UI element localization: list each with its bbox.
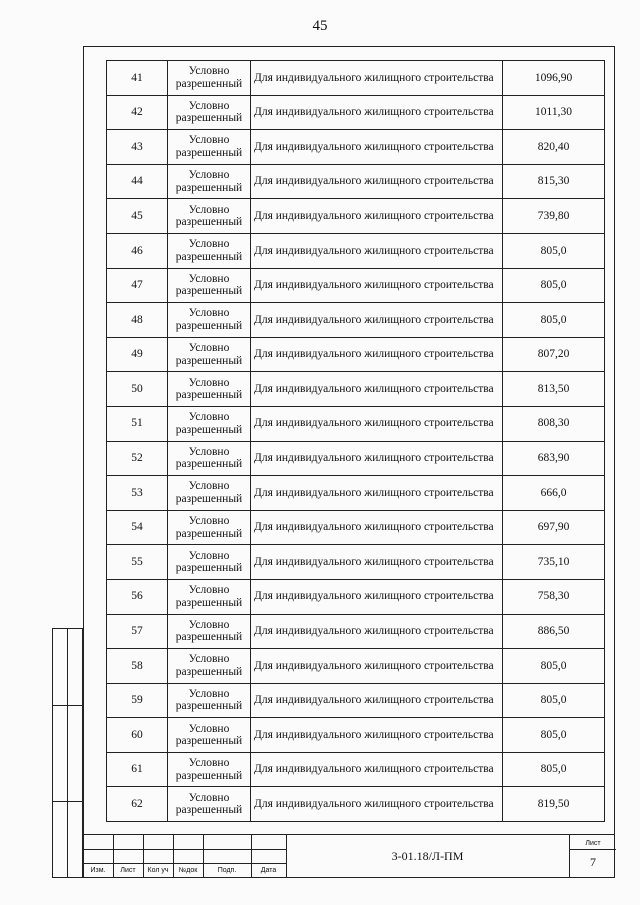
label-podp: Подп.: [217, 867, 237, 874]
table-row: [107, 718, 605, 753]
plot-number-cell: 54: [107, 510, 168, 545]
area-cell: 813,50: [503, 372, 605, 407]
table-row: [107, 614, 605, 649]
area-cell: 1011,30: [503, 95, 605, 130]
label-ndok: №док: [178, 867, 198, 874]
area-cell: 886,50: [503, 614, 605, 649]
purpose-cell: Для индивидуального жилищного строительства: [251, 199, 503, 234]
table-row: [107, 130, 605, 165]
status-cell: Условно разрешенный: [168, 337, 251, 372]
table-row: [107, 752, 605, 787]
plot-number-cell: 45: [107, 199, 168, 234]
table-row: [107, 510, 605, 545]
plot-number-cell: 44: [107, 164, 168, 199]
purpose-cell: Для индивидуального жилищного строительства: [251, 372, 503, 407]
title-block: [83, 834, 615, 878]
purpose-cell: Для индивидуального жилищного строительства: [251, 683, 503, 718]
status-cell: Условно разрешенный: [168, 164, 251, 199]
table-row: [107, 233, 605, 268]
purpose-cell: Для индивидуального жилищного строительства: [251, 441, 503, 476]
table-row: [107, 649, 605, 684]
table-row: [107, 683, 605, 718]
area-cell: 805,0: [503, 683, 605, 718]
purpose-cell: Для индивидуального жилищного строительства: [251, 545, 503, 580]
purpose-cell: Для индивидуального жилищного строительства: [251, 164, 503, 199]
area-cell: 758,30: [503, 579, 605, 614]
plots-table: [106, 60, 605, 822]
purpose-cell: Для индивидуального жилищного строительства: [251, 718, 503, 753]
purpose-cell: Для индивидуального жилищного строительства: [251, 303, 503, 338]
area-cell: 819,50: [503, 787, 605, 822]
purpose-cell: Для индивидуального жилищного строительства: [251, 510, 503, 545]
table-row: [107, 61, 605, 96]
plot-number-cell: 48: [107, 303, 168, 338]
table-row: [107, 199, 605, 234]
purpose-cell: Для индивидуального жилищного строительства: [251, 268, 503, 303]
revision-grid: [83, 835, 286, 877]
purpose-cell: Для индивидуального жилищного строительства: [251, 787, 503, 822]
purpose-cell: Для индивидуального жилищного строительства: [251, 649, 503, 684]
status-cell: Условно разрешенный: [168, 268, 251, 303]
status-cell: Условно разрешенный: [168, 372, 251, 407]
plot-number-cell: 42: [107, 95, 168, 130]
plot-number-cell: 50: [107, 372, 168, 407]
area-cell: 805,0: [503, 303, 605, 338]
area-cell: 683,90: [503, 441, 605, 476]
label-data: Дата: [260, 867, 277, 874]
table-row: [107, 268, 605, 303]
status-cell: Условно разрешенный: [168, 683, 251, 718]
status-cell: Условно разрешенный: [168, 199, 251, 234]
status-cell: Условно разрешенный: [168, 510, 251, 545]
status-cell: Условно разрешенный: [168, 579, 251, 614]
purpose-cell: Для индивидуального жилищного строительства: [251, 476, 503, 511]
plot-number-cell: 62: [107, 787, 168, 822]
plot-number-cell: 47: [107, 268, 168, 303]
status-cell: Условно разрешенный: [168, 718, 251, 753]
label-izm: Изм.: [90, 867, 106, 874]
label-list: Лист: [120, 867, 136, 874]
purpose-cell: Для индивидуального жилищного строительства: [251, 130, 503, 165]
table-row: [107, 303, 605, 338]
status-cell: Условно разрешенный: [168, 441, 251, 476]
plot-number-cell: 59: [107, 683, 168, 718]
purpose-cell: Для индивидуального жилищного строительства: [251, 752, 503, 787]
table-row: [107, 476, 605, 511]
area-cell: 820,40: [503, 130, 605, 165]
table-row: [107, 337, 605, 372]
table-row: [107, 787, 605, 822]
area-cell: 1096,90: [503, 61, 605, 96]
plot-number-cell: 53: [107, 476, 168, 511]
status-cell: Условно разрешенный: [168, 406, 251, 441]
status-cell: Условно разрешенный: [168, 233, 251, 268]
status-cell: Условно разрешенный: [168, 752, 251, 787]
purpose-cell: Для индивидуального жилищного строительства: [251, 233, 503, 268]
status-cell: Условно разрешенный: [168, 545, 251, 580]
plot-number-cell: 58: [107, 649, 168, 684]
area-cell: 735,10: [503, 545, 605, 580]
area-cell: 805,0: [503, 268, 605, 303]
table-row: [107, 372, 605, 407]
table-row: [107, 545, 605, 580]
plot-number-cell: 57: [107, 614, 168, 649]
plot-number-cell: 49: [107, 337, 168, 372]
area-cell: 815,30: [503, 164, 605, 199]
plot-number-cell: 56: [107, 579, 168, 614]
status-cell: Условно разрешенный: [168, 476, 251, 511]
sheet-box: [569, 835, 616, 877]
area-cell: 805,0: [503, 233, 605, 268]
plot-number-cell: 61: [107, 752, 168, 787]
plots-table-body: [107, 61, 605, 822]
table-row: [107, 164, 605, 199]
document-code: 3-01.18/Л-ПМ: [391, 849, 464, 863]
plot-number-cell: 51: [107, 406, 168, 441]
status-cell: Условно разрешенный: [168, 95, 251, 130]
table-row: [107, 579, 605, 614]
page-number: 45: [312, 18, 328, 34]
table-row: [107, 406, 605, 441]
area-cell: 666,0: [503, 476, 605, 511]
status-cell: Условно разрешенный: [168, 303, 251, 338]
area-cell: 739,80: [503, 199, 605, 234]
purpose-cell: Для индивидуального жилищного строительства: [251, 337, 503, 372]
label-kol-uch: Кол уч: [147, 867, 169, 874]
area-cell: 805,0: [503, 718, 605, 753]
status-cell: Условно разрешенный: [168, 787, 251, 822]
plot-number-cell: 55: [107, 545, 168, 580]
status-cell: Условно разрешенный: [168, 130, 251, 165]
status-cell: Условно разрешенный: [168, 61, 251, 96]
purpose-cell: Для индивидуального жилищного строительства: [251, 95, 503, 130]
area-cell: 807,20: [503, 337, 605, 372]
plot-number-cell: 60: [107, 718, 168, 753]
area-cell: 808,30: [503, 406, 605, 441]
plot-number-cell: 52: [107, 441, 168, 476]
purpose-cell: Для индивидуального жилищного строительства: [251, 579, 503, 614]
area-cell: 697,90: [503, 510, 605, 545]
binding-stamp: [52, 628, 83, 878]
purpose-cell: Для индивидуального жилищного строительства: [251, 614, 503, 649]
sheet-label: Лист: [585, 840, 601, 847]
table-row: [107, 441, 605, 476]
purpose-cell: Для индивидуального жилищного строительства: [251, 406, 503, 441]
plot-number-cell: 46: [107, 233, 168, 268]
plot-number-cell: 43: [107, 130, 168, 165]
area-cell: 805,0: [503, 752, 605, 787]
table-row: [107, 95, 605, 130]
sheet-number: 7: [590, 855, 596, 869]
purpose-cell: Для индивидуального жилищного строительства: [251, 61, 503, 96]
plot-number-cell: 41: [107, 61, 168, 96]
status-cell: Условно разрешенный: [168, 649, 251, 684]
area-cell: 805,0: [503, 649, 605, 684]
status-cell: Условно разрешенный: [168, 614, 251, 649]
